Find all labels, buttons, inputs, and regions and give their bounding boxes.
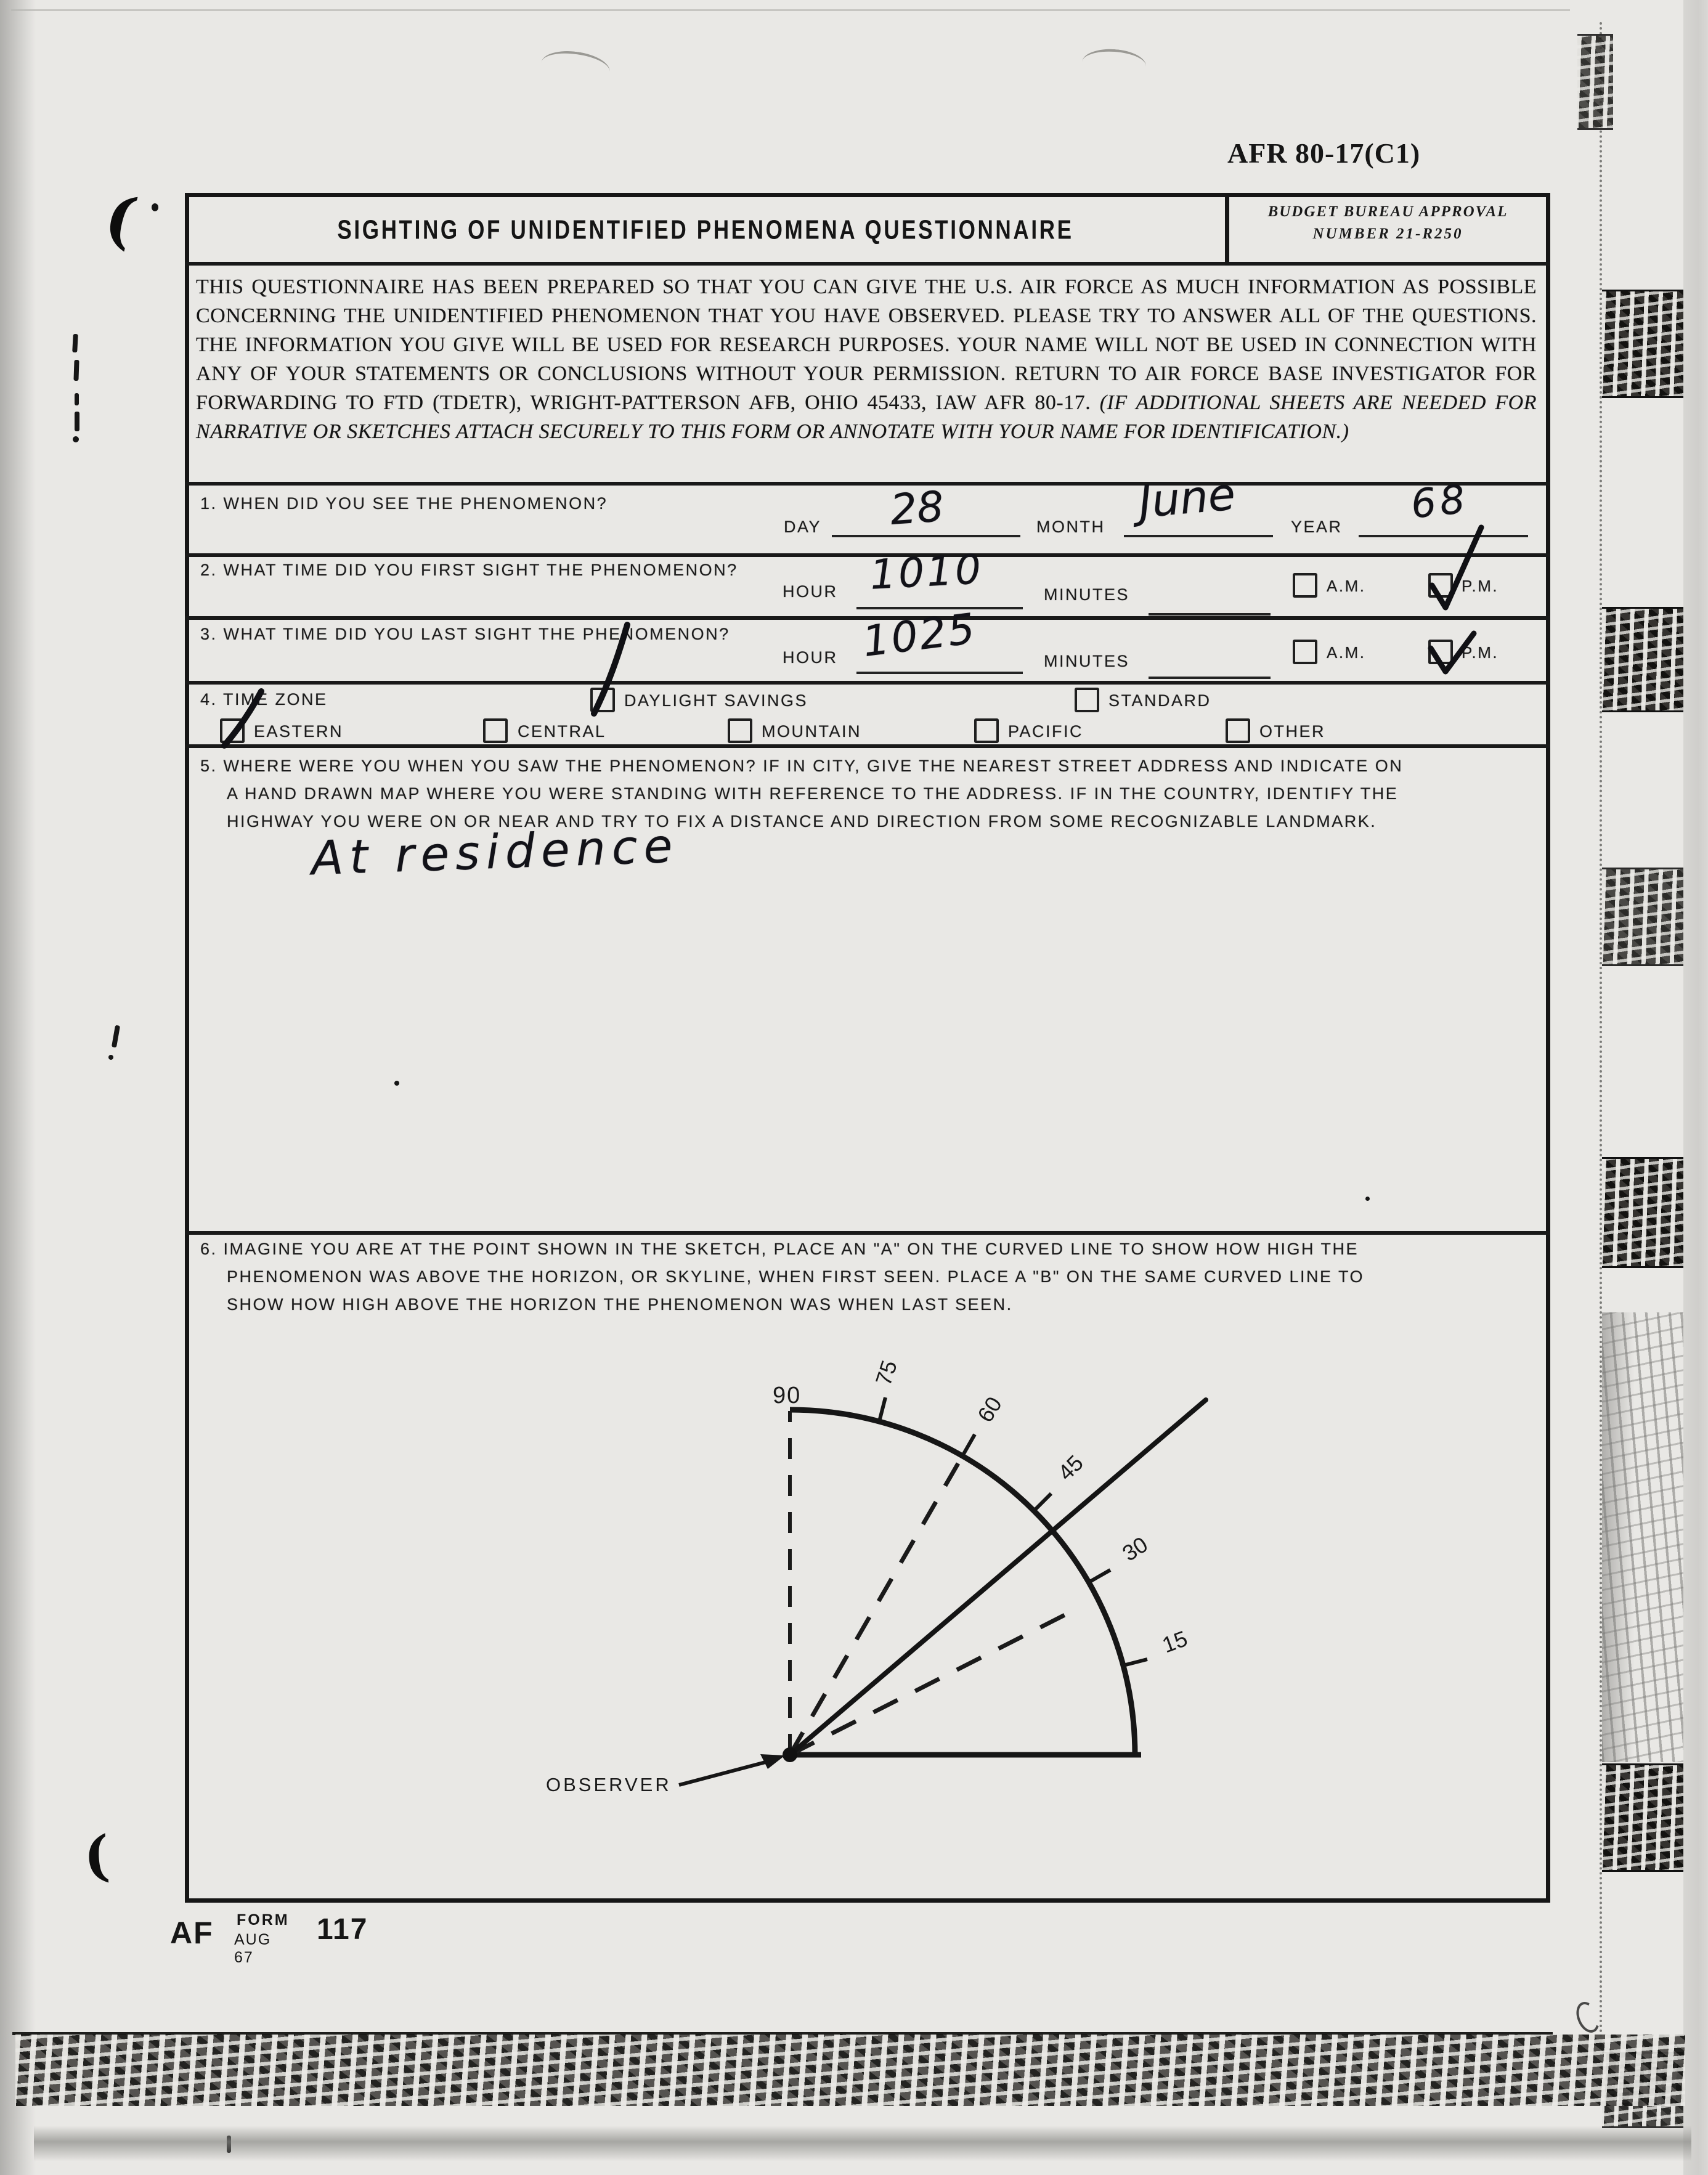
- intro-paragraph: [196, 272, 1537, 479]
- checkbox-pm-q2[interactable]: [1428, 573, 1453, 598]
- elevation-arc[interactable]: [790, 1410, 1135, 1755]
- q3-pm-label: P.M.: [1462, 643, 1499, 662]
- page-right-edge-shadow: [1683, 0, 1708, 2175]
- checkbox-standard[interactable]: [1075, 688, 1099, 712]
- question-5-label-line1: 5. WHERE WERE YOU WHEN YOU SAW THE PHENOMENON? IF IN CITY, GIVE THE NEAREST STREET ADDRESS AND INDICATE ON: [200, 757, 1404, 775]
- scan-artifact: [108, 1055, 113, 1060]
- angle-label-60: 60: [972, 1392, 1007, 1427]
- checkbox-daylight-savings[interactable]: [590, 688, 615, 712]
- q1-month-value: June: [1136, 468, 1238, 528]
- intro-text-main: THIS QUESTIONNAIRE HAS BEEN PREPARED SO THAT YOU CAN GIVE THE U.S. AIR FORCE AS MUCH INFORMATION AS POSSIBLE CONCERNING THE UNIDENTIFIED PHENOMENON THAT YOU HAVE OBSERVED. PLEASE TRY TO ANSWER ALL OF THE QUESTIONS. THE INFORMATION YOU GIVE WILL BE USED FOR RESEARCH PURPOSES. YOUR NAME WILL NOT BE USED IN CONNECTION WITH ANY OF YOUR STATEMENTS OR CONCLUSIONS WITHOUT YOUR PERMISSION. RETURN TO AIR FORCE BASE INVESTIGATOR FOR FORWARDING TO FTD (TDETR), WRIGHT-PATTERSON AFB, OHIO 45433, IAW AFR 80-17.: [196, 275, 1537, 414]
- intro-text-italic: (IF ADDITIONAL SHEETS ARE NEEDED FOR NARRATIVE OR SKETCHES ATTACH SECURELY TO THIS FORM OR ANNOTATE WITH YOUR NAME FOR IDENTIFICATION.): [196, 391, 1537, 443]
- angle-label-90: 90: [773, 1383, 802, 1409]
- row-divider: [185, 482, 1550, 486]
- question-6-label-line3: SHOW HOW HIGH ABOVE THE HORIZON THE PHENOMENON WAS WHEN LAST SEEN.: [227, 1295, 1013, 1314]
- scan-artifact: [1572, 1999, 1603, 2036]
- q1-year-value: 68: [1409, 476, 1471, 528]
- tick-45: [1034, 1494, 1051, 1511]
- checkbox-am-q2[interactable]: [1293, 573, 1317, 598]
- scan-artifact: [152, 203, 158, 211]
- elevation-sketch: [524, 1352, 1238, 1827]
- angle-label-45: 45: [1052, 1450, 1088, 1486]
- film-noise-band: [1602, 1157, 1683, 1268]
- scan-artifact: [1081, 47, 1147, 81]
- scan-artifact: [75, 412, 79, 431]
- q3-minutes-label: MINUTES: [1044, 652, 1129, 670]
- scan-artifact: (: [81, 1823, 112, 1889]
- row-divider: [185, 1231, 1550, 1235]
- bottom-noise-band: [15, 2035, 1685, 2106]
- checkbox-pm-q3[interactable]: [1428, 640, 1453, 664]
- q1-month-label: MONTH: [1036, 518, 1105, 536]
- q4-pacific-label: PACIFIC: [1008, 722, 1084, 741]
- scan-artifact: [75, 393, 79, 405]
- q3-hour-field[interactable]: [856, 672, 1023, 674]
- budget-approval-line2: NUMBER 21-R250: [1312, 226, 1463, 242]
- row-divider: [185, 262, 1550, 266]
- q4-standard-label: STANDARD: [1108, 691, 1211, 710]
- q4-eastern-label: EASTERN: [254, 722, 344, 741]
- drawn-sighting-line: [790, 1400, 1206, 1755]
- question-4-label: 4. TIME ZONE: [200, 690, 328, 709]
- angle-label-30: 30: [1118, 1531, 1152, 1566]
- question-5-label-line3: HIGHWAY YOU WERE ON OR NEAR AND TRY TO FIX A DISTANCE AND DIRECTION FROM SOME RECOGNIZABLE LANDMARK.: [227, 812, 1377, 831]
- q1-year-label: YEAR: [1291, 518, 1343, 536]
- tick-30: [1089, 1570, 1110, 1582]
- question-3-label: 3. WHAT TIME DID YOU LAST SIGHT THE PHENOMENON?: [200, 625, 730, 643]
- q2-am-label: A.M.: [1327, 577, 1366, 595]
- film-noise-band: [1577, 34, 1613, 130]
- form-title: SIGHTING OF UNIDENTIFIED PHENOMENA QUESTIONNAIRE: [337, 215, 1074, 245]
- row-divider: [185, 744, 1550, 748]
- checkbox-eastern[interactable]: [220, 718, 245, 743]
- q2-hour-label: HOUR: [783, 582, 838, 601]
- film-noise-band: [1602, 868, 1683, 966]
- q4-central-label: CENTRAL: [518, 722, 606, 741]
- q2-pm-label: P.M.: [1462, 577, 1499, 595]
- observer-label: OBSERVER: [546, 1774, 672, 1795]
- q5-answer-area[interactable]: [197, 875, 1540, 1220]
- row-divider: [185, 681, 1550, 685]
- checkbox-am-q3[interactable]: [1293, 640, 1317, 664]
- angle-label-75: 75: [870, 1357, 902, 1389]
- observer-arrow-shaft: [679, 1762, 768, 1785]
- question-2-label: 2. WHAT TIME DID YOU FIRST SIGHT THE PHENOMENON?: [200, 561, 738, 579]
- film-noise-speckle: [1602, 1312, 1683, 1762]
- budget-approval-line1: BUDGET BUREAU APPROVAL: [1267, 203, 1508, 220]
- checkbox-central[interactable]: [483, 718, 508, 743]
- question-1-label: 1. WHEN DID YOU SEE THE PHENOMENON?: [200, 494, 608, 513]
- scan-artifact: [73, 436, 79, 442]
- page-left-edge-shadow: [0, 0, 36, 2175]
- footer-form-word: FORM: [237, 1911, 290, 1929]
- q4-other-label: OTHER: [1259, 722, 1325, 741]
- bottom-gray-smudge: [34, 2126, 1691, 2161]
- page-top-edge-line: [11, 9, 1570, 11]
- tick-15: [1123, 1659, 1147, 1665]
- scan-artifact: [72, 334, 78, 352]
- budget-approval-box: [1229, 203, 1547, 243]
- q1-month-field[interactable]: [1124, 535, 1273, 537]
- q3-hour-value: 1025: [860, 604, 980, 667]
- scan-artifact: [73, 360, 79, 381]
- checkbox-mountain[interactable]: [728, 718, 752, 743]
- q1-day-field[interactable]: [832, 535, 1020, 537]
- footer-af: AF: [170, 1916, 214, 1950]
- q5-answer-value: At residence: [310, 818, 680, 886]
- q4-mountain-label: MOUNTAIN: [762, 722, 861, 741]
- question-6-label-line1: 6. IMAGINE YOU ARE AT THE POINT SHOWN IN THE SKETCH, PLACE AN "A" ON THE CURVED LINE TO SHOW HOW HIGH THE: [200, 1240, 1359, 1258]
- scan-artifact: [112, 1025, 120, 1048]
- question-5-label-line2: A HAND DRAWN MAP WHERE YOU WERE STANDING WITH REFERENCE TO THE ADDRESS. IF IN THE COUNTRY, IDENTIFY THE: [227, 784, 1399, 803]
- checkbox-other[interactable]: [1226, 718, 1250, 743]
- angle-label-15: 15: [1158, 1625, 1191, 1658]
- q3-am-label: A.M.: [1327, 643, 1366, 662]
- q1-year-field[interactable]: [1359, 535, 1528, 537]
- q4-daylight-label: DAYLIGHT SAVINGS: [624, 691, 808, 710]
- footer-form-number: 117: [317, 1913, 368, 1946]
- tick-75: [879, 1397, 885, 1421]
- scan-artifact: (: [97, 180, 144, 258]
- observer-point: [783, 1747, 797, 1762]
- q1-day-label: DAY: [784, 518, 822, 536]
- film-noise-band: [1602, 1763, 1683, 1872]
- checkbox-pacific[interactable]: [974, 718, 999, 743]
- q3-hour-label: HOUR: [783, 648, 838, 667]
- question-6-label-line2: PHENOMENON WAS ABOVE THE HORIZON, OR SKYLINE, WHEN FIRST SEEN. PLACE A "B" ON THE SAME CURVED LINE TO: [227, 1267, 1365, 1286]
- scan-artifact: [539, 47, 612, 87]
- page-reference: AFR 80-17(C1): [1227, 137, 1421, 169]
- q2-minutes-label: MINUTES: [1044, 585, 1129, 604]
- film-noise-band: [1602, 290, 1683, 398]
- row-divider: [185, 553, 1550, 557]
- q1-day-value: 28: [889, 482, 946, 535]
- film-noise-band: [1602, 607, 1683, 712]
- title-budget-divider: [1225, 193, 1229, 266]
- tick-60: [962, 1434, 975, 1456]
- q3-minutes-field[interactable]: [1149, 677, 1271, 679]
- observer-arrowhead: [760, 1754, 785, 1769]
- q2-hour-value: 1010: [869, 545, 985, 599]
- footer-form-date: AUG 67: [234, 1931, 272, 1966]
- q2-minutes-field[interactable]: [1149, 613, 1271, 616]
